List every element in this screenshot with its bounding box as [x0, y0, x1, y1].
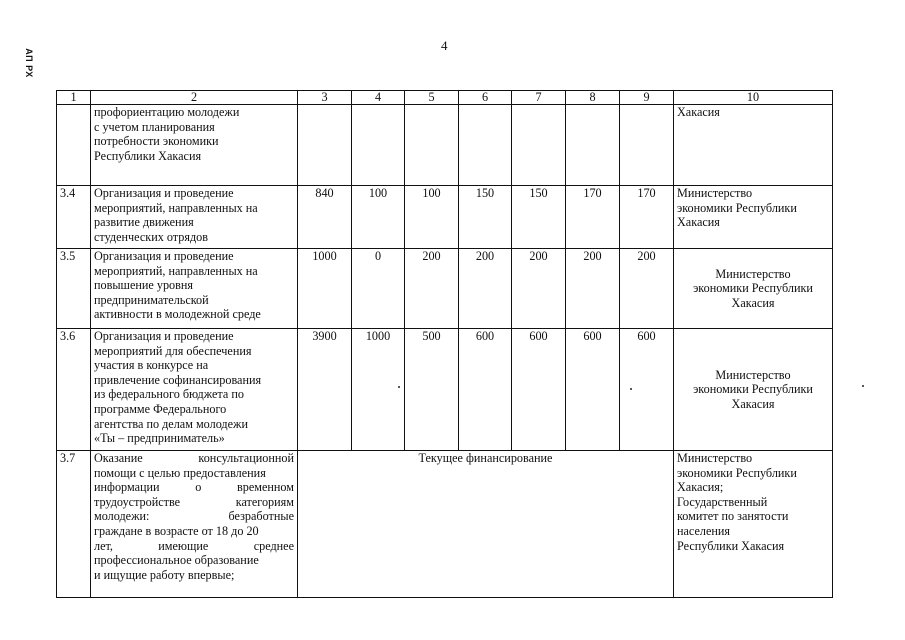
item-number	[57, 105, 91, 186]
item-description	[91, 105, 298, 186]
item-number: 3.7	[57, 451, 91, 598]
description-line: развитие движения	[94, 215, 194, 230]
responsible-executor	[674, 186, 833, 249]
description-line: мероприятий для обеспечения	[94, 343, 252, 358]
description-word: информации	[94, 480, 160, 495]
item-description	[91, 329, 298, 451]
executor-line: Республики Хакасия	[677, 538, 785, 553]
value-year: 200	[566, 249, 620, 329]
description-line: студенческих отрядов	[94, 229, 209, 244]
executor-line: Хакасия	[731, 295, 775, 310]
description-word: лет,	[94, 538, 113, 553]
description-line: привлечение софинансирования	[94, 372, 262, 387]
executor-line: комитет по занятости	[677, 509, 789, 524]
table-row	[57, 451, 833, 598]
description-line	[94, 480, 294, 495]
value-year	[620, 105, 674, 186]
executor-line: Министерство	[715, 367, 791, 382]
current-financing: Текущее финансирование	[298, 451, 674, 598]
executor-line: Хакасия	[677, 105, 720, 119]
description-line: «Ты – предприниматель»	[94, 431, 225, 446]
description-line: мероприятий, направленных на	[94, 200, 258, 215]
item-number: 3.6	[57, 329, 91, 451]
item-description	[91, 451, 298, 598]
executor-line: экономики Республики	[677, 200, 797, 215]
description-line: агентства по делам молодежи	[94, 416, 248, 431]
value-year	[512, 105, 566, 186]
description-word: трудоустройстве	[94, 494, 181, 509]
value-total: 1000	[298, 249, 352, 329]
stray-dot	[862, 385, 864, 387]
value-year: 600	[459, 329, 512, 451]
description-word: безработные	[228, 509, 294, 524]
description-line: профориентацию молодежи	[94, 105, 240, 119]
description-word: Оказание	[94, 451, 143, 465]
description-line	[94, 495, 294, 510]
column-number: 2	[91, 91, 298, 105]
program-table	[56, 90, 833, 598]
description-line: из федерального бюджета по	[94, 387, 244, 402]
executor-line: Хакасия	[731, 396, 775, 411]
column-number: 6	[459, 91, 512, 105]
page-number: 4	[441, 38, 448, 53]
description-line: мероприятий, направленных на	[94, 263, 258, 278]
table-row	[57, 105, 833, 186]
executor-line: Министерство	[715, 266, 791, 281]
value-year: 170	[620, 186, 674, 249]
item-description	[91, 249, 298, 329]
description-word: среднее	[253, 538, 294, 553]
value-year: 1000	[352, 329, 405, 451]
description-word: молодежи:	[94, 509, 150, 524]
value-year: 200	[459, 249, 512, 329]
column-number: 5	[405, 91, 459, 105]
executor-line: экономики Республики	[693, 382, 813, 397]
value-year: 200	[620, 249, 674, 329]
description-line: предпринимательской	[94, 292, 209, 307]
description-line: Организация и проведение	[94, 186, 234, 200]
responsible-executor	[674, 105, 833, 186]
value-year: 200	[405, 249, 459, 329]
value-total: 840	[298, 186, 352, 249]
column-number: 1	[57, 91, 91, 105]
description-line: граждане в возрасте от 18 до 20	[94, 523, 259, 538]
value-year: 100	[352, 186, 405, 249]
value-year: 150	[512, 186, 566, 249]
value-year: 170	[566, 186, 620, 249]
value-total	[298, 105, 352, 186]
value-year: 600	[620, 329, 674, 451]
item-number: 3.5	[57, 249, 91, 329]
description-line	[94, 509, 294, 524]
responsible-executor	[674, 249, 833, 329]
description-line: Организация и проведение	[94, 329, 234, 343]
description-line: Республики Хакасия	[94, 148, 202, 163]
value-year: 100	[405, 186, 459, 249]
responsible-executor	[674, 329, 833, 451]
column-number: 4	[352, 91, 405, 105]
description-word: консультационной	[198, 451, 294, 465]
column-number: 7	[512, 91, 566, 105]
column-numbers-row	[57, 91, 833, 105]
column-number: 3	[298, 91, 352, 105]
column-number: 8	[566, 91, 620, 105]
executor-line: Министерство	[677, 186, 753, 200]
value-year	[459, 105, 512, 186]
item-description	[91, 186, 298, 249]
value-total: 3900	[298, 329, 352, 451]
description-line: и ищущие работу впервые;	[94, 567, 235, 582]
executor-line: населения	[677, 523, 731, 538]
executor-line: Хакасия	[677, 215, 720, 230]
description-line: с учетом планирования	[94, 119, 215, 134]
description-line: помощи с целью предоставления	[94, 465, 266, 480]
executor-line: Хакасия;	[677, 480, 724, 495]
description-line: повышение уровня	[94, 278, 194, 293]
value-year	[566, 105, 620, 186]
value-year: 150	[459, 186, 512, 249]
description-line: профессиональное образование	[94, 553, 259, 568]
responsible-executor	[674, 451, 833, 598]
item-number: 3.4	[57, 186, 91, 249]
column-number: 10	[674, 91, 833, 105]
value-year	[352, 105, 405, 186]
table-row	[57, 249, 833, 329]
description-line: программе Федерального	[94, 401, 227, 416]
value-year	[405, 105, 459, 186]
description-line: участия в конкурсе на	[94, 358, 209, 373]
column-number: 9	[620, 91, 674, 105]
value-year: 600	[512, 329, 566, 451]
value-year: 200	[512, 249, 566, 329]
description-word: временном	[237, 480, 294, 495]
executor-line: экономики Республики	[677, 465, 797, 480]
value-year: 500	[405, 329, 459, 451]
executor-line: Государственный	[677, 494, 768, 509]
description-word: категориям	[235, 494, 294, 509]
description-line: Организация и проведение	[94, 249, 234, 263]
description-word: имеющие	[158, 538, 209, 553]
table-row	[57, 186, 833, 249]
value-year: 0	[352, 249, 405, 329]
description-line	[94, 451, 294, 466]
description-word: о	[195, 480, 202, 495]
side-mark	[22, 46, 36, 80]
table-row	[57, 329, 833, 451]
executor-line: Министерство	[677, 451, 753, 465]
description-line: потребности экономики	[94, 134, 219, 149]
description-line	[94, 539, 294, 554]
value-year: 600	[566, 329, 620, 451]
side-mark-text: АП РХ	[24, 48, 34, 78]
description-line: активности в молодежной среде	[94, 307, 261, 322]
executor-line: экономики Республики	[693, 281, 813, 296]
